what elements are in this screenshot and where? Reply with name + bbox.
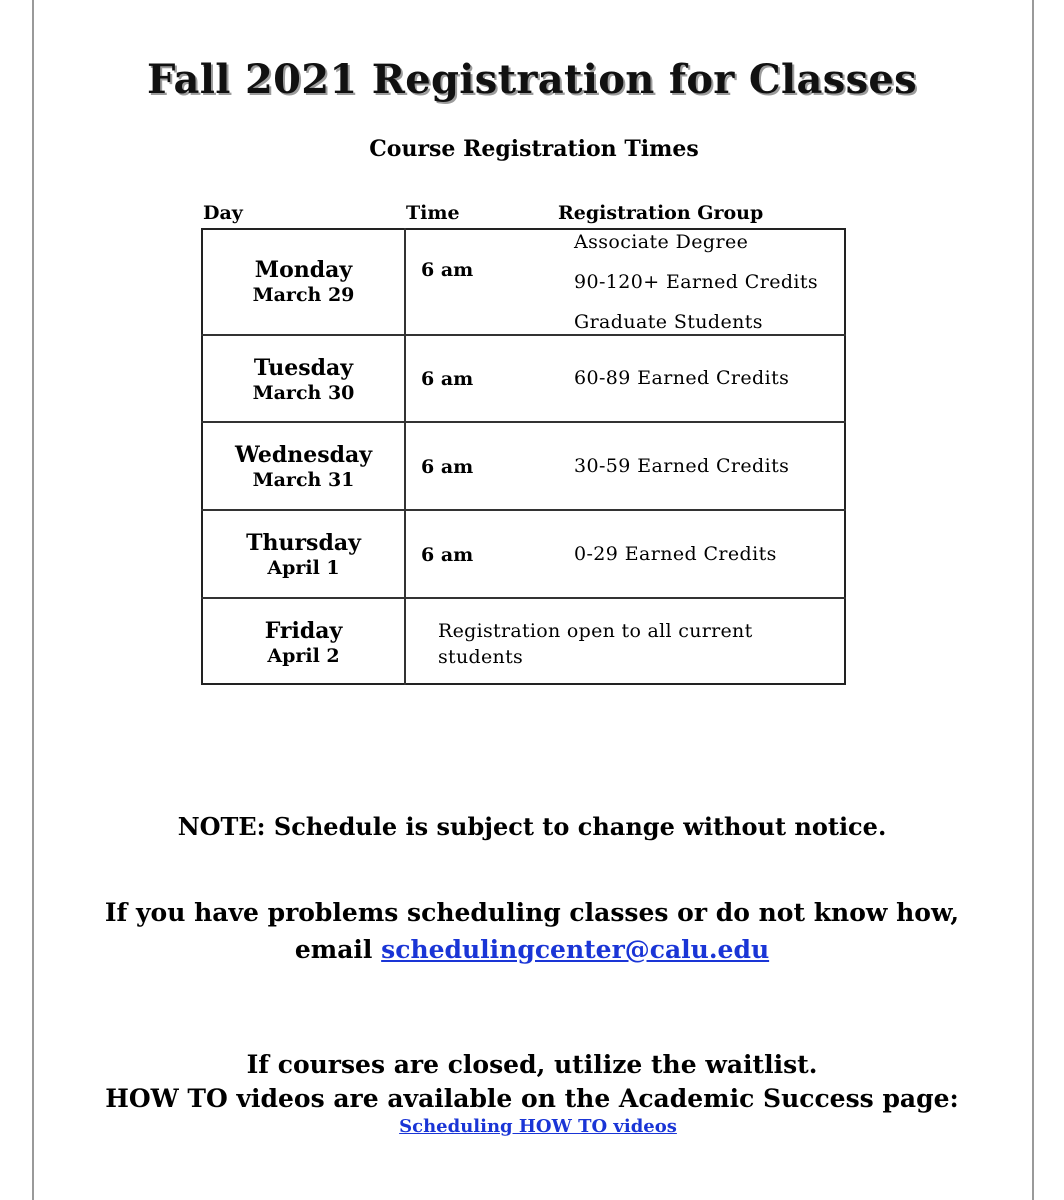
day-name: Monday [254, 257, 353, 283]
email-prefix: email [294, 935, 373, 964]
scheduling-videos-link[interactable]: Scheduling HOW TO videos [399, 1116, 677, 1137]
time-cell: 6 am [421, 456, 474, 478]
day-cell [201, 257, 406, 307]
day-date: April 2 [267, 645, 340, 667]
problems-text: If you have problems scheduling classes or do not know how, [104, 898, 960, 927]
day-name: Friday [264, 618, 343, 644]
videos-text: HOW TO videos are available on the Academic Success page: [105, 1084, 959, 1113]
registration-group: Graduate Students [574, 311, 763, 333]
page-border-left [32, 0, 34, 1200]
time-cell: 6 am [421, 544, 474, 566]
videos-link-line [0, 1116, 1064, 1137]
registration-group: 60-89 Earned Credits [574, 367, 790, 389]
registration-group: Associate Degree [574, 231, 749, 253]
schedule-note: NOTE: Schedule is subject to change without notice. [177, 812, 887, 841]
email-line [0, 935, 1064, 964]
waitlist-text: If courses are closed, utilize the waitlist. [246, 1050, 818, 1079]
table-row-divider [201, 509, 846, 511]
time-cell: 6 am [421, 368, 474, 390]
column-header-group: Registration Group [558, 202, 764, 224]
day-name: Wednesday [234, 442, 373, 468]
page-title: Fall 2021 Registration for Classes [147, 56, 917, 103]
column-header-day: Day [203, 202, 243, 224]
table-row-divider [201, 597, 846, 599]
friday-note: Registration open to all current students [438, 620, 753, 668]
day-date: March 29 [252, 284, 355, 306]
page-border-right [1032, 0, 1034, 1200]
time-cell: 6 am [421, 259, 474, 281]
day-date: April 1 [267, 557, 340, 579]
email-link[interactable]: schedulingcenter@calu.edu [381, 935, 770, 964]
table-row-divider [201, 334, 846, 336]
day-name: Tuesday [253, 355, 354, 381]
registration-group: 30-59 Earned Credits [574, 455, 790, 477]
registration-group: 0-29 Earned Credits [574, 543, 777, 565]
table-row-divider [201, 421, 846, 423]
page-subtitle: Course Registration Times [369, 136, 699, 162]
registration-group: 90-120+ Earned Credits [574, 271, 819, 293]
day-date: March 30 [252, 382, 355, 404]
day-cell [201, 530, 406, 580]
day-cell [201, 355, 406, 405]
day-name: Thursday [246, 530, 361, 556]
column-header-time: Time [406, 202, 460, 224]
day-cell [201, 442, 406, 492]
day-date: March 31 [252, 469, 355, 491]
day-cell [201, 618, 406, 668]
